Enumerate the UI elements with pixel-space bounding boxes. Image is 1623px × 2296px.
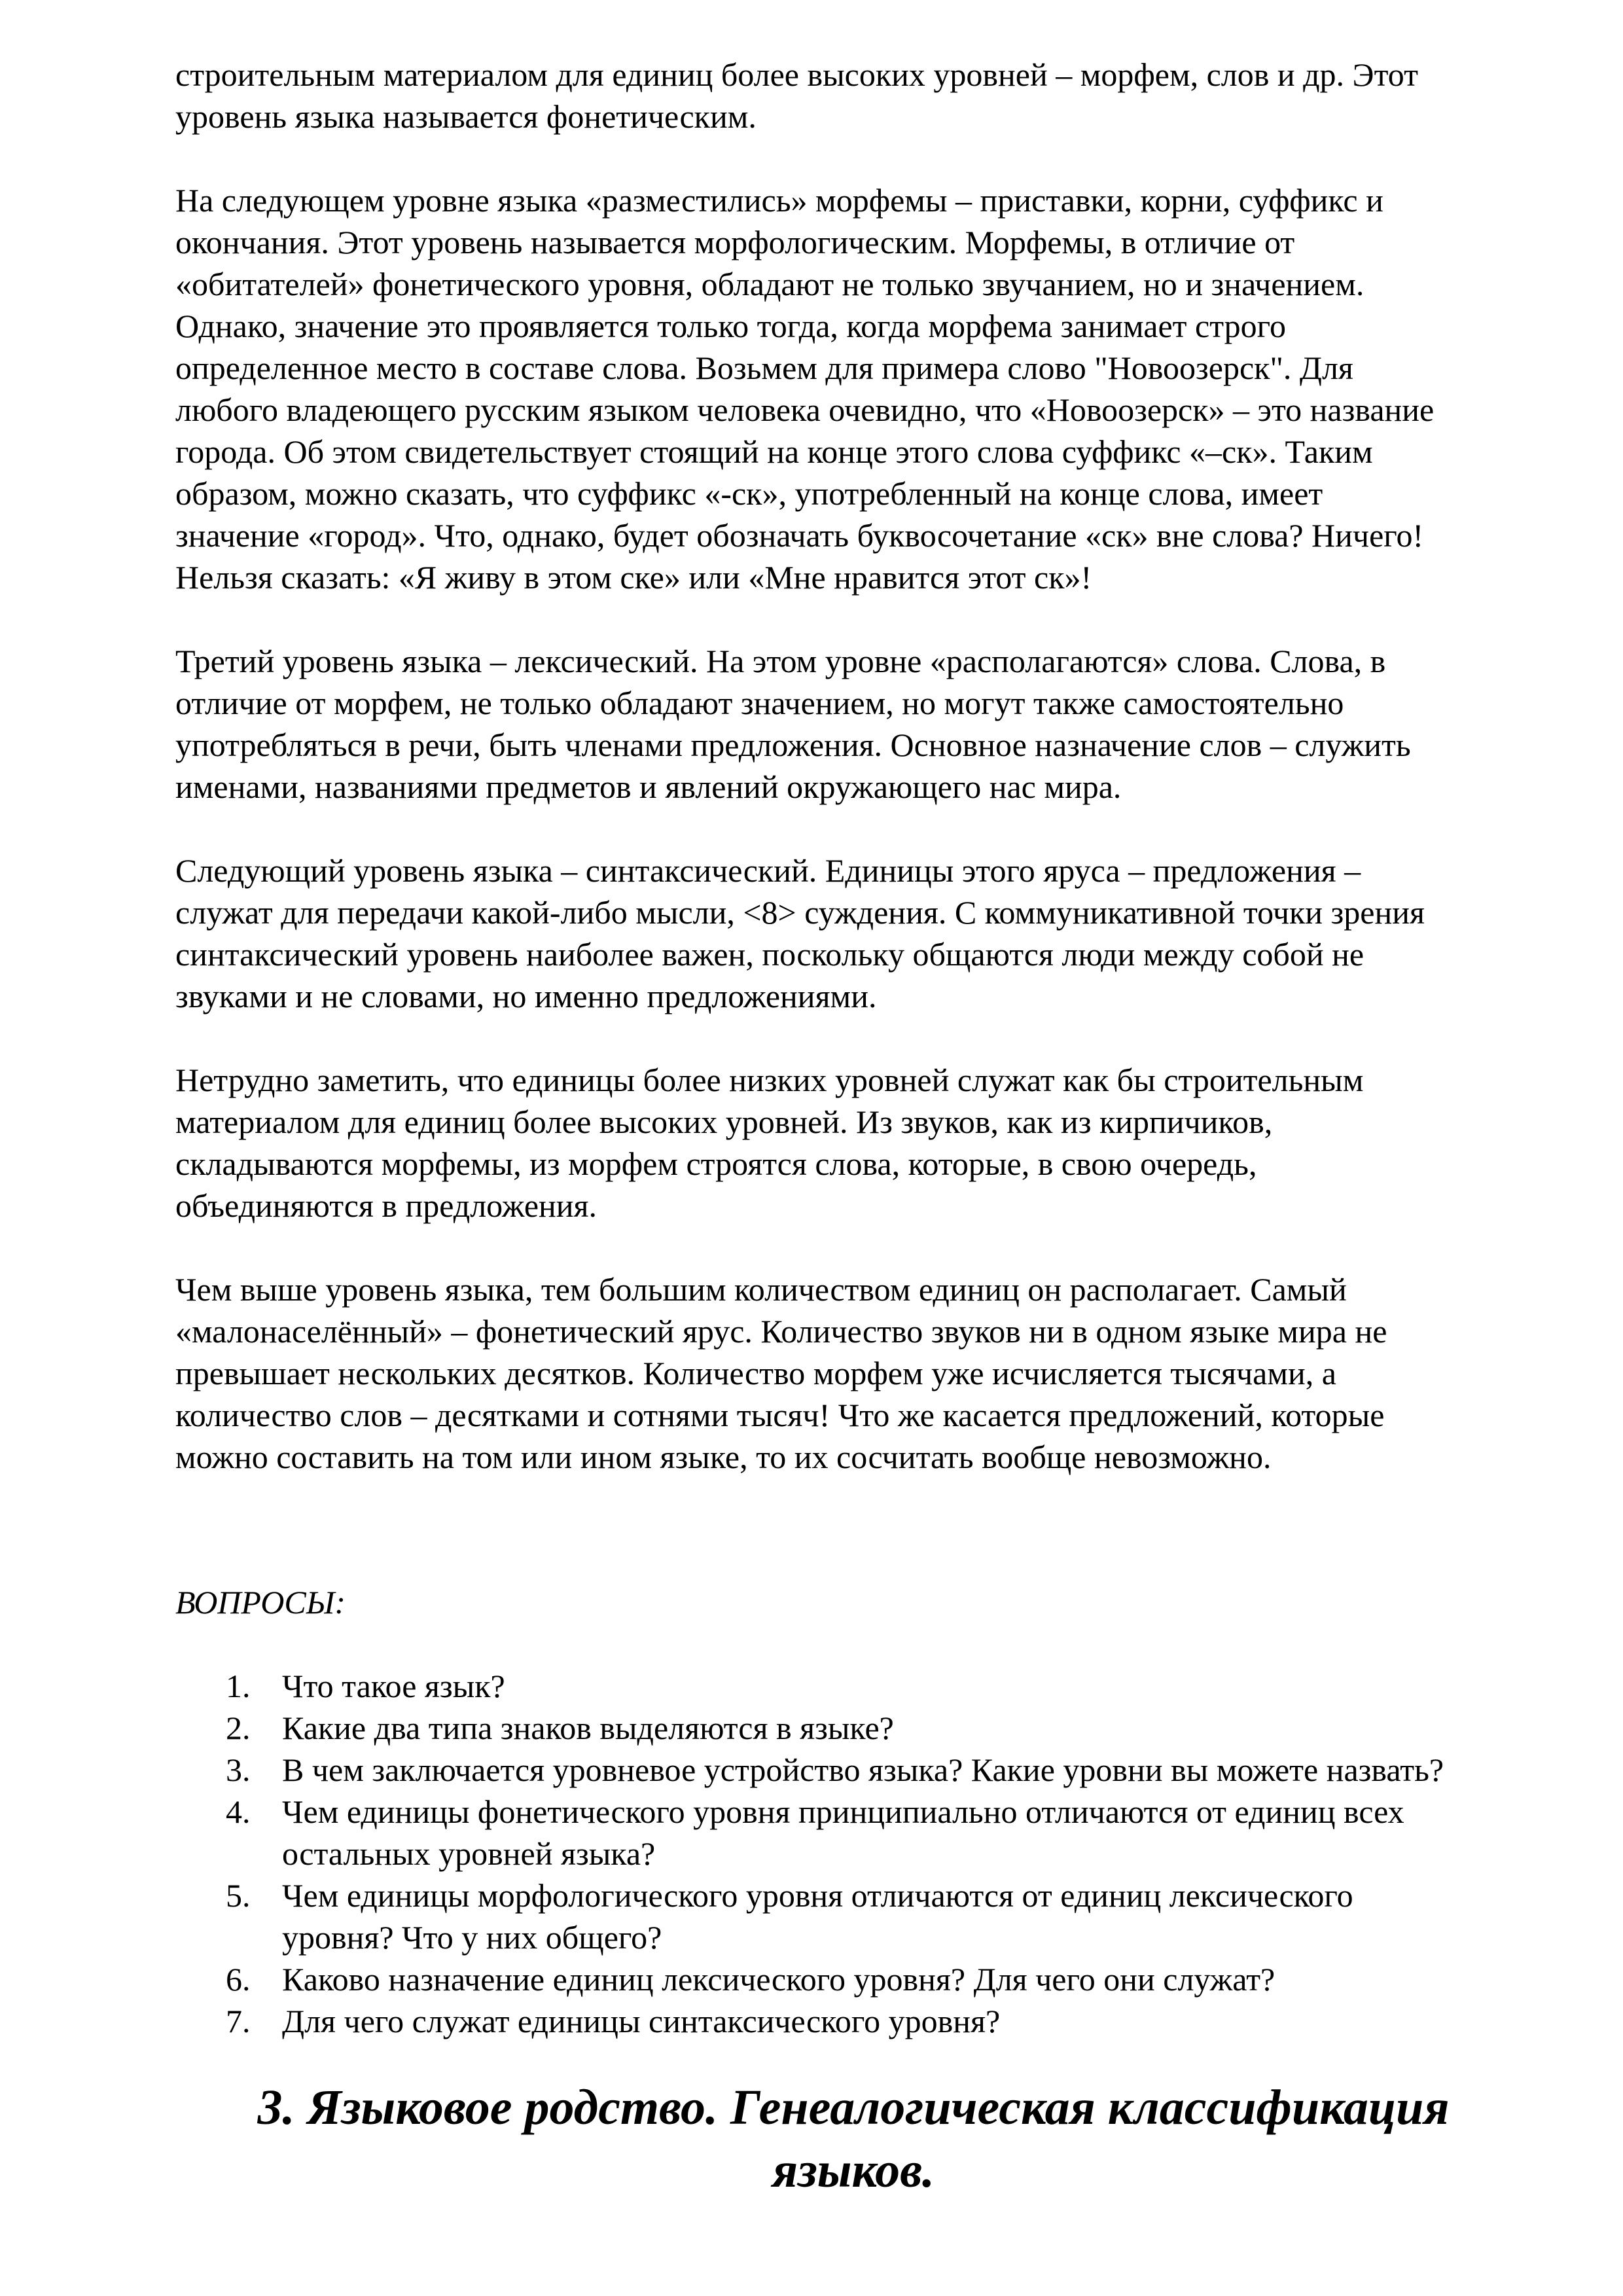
question-number: 4. (226, 1793, 251, 1830)
text-line: Нельзя сказать: «Я живу в этом ске» или «Мне нравится этот ск»! (175, 559, 1092, 596)
question-text: остальных уровней языка? (282, 1835, 656, 1872)
text-line: определенное место в составе слова. Возьмем для примера слово "Новоозерск". Для (175, 350, 1353, 386)
question-text: Какие два типа знаков выделяются в языке? (282, 1710, 894, 1746)
question-text: Для чего служат единицы синтаксического уровня? (282, 2003, 1001, 2039)
text-line: синтаксический уровень наиболее важен, поскольку общаются люди между собой не (175, 936, 1364, 973)
text-line: Однако, значение это проявляется только тогда, когда морфема занимает строго (175, 308, 1286, 344)
text-line: объединяются в предложения. (175, 1187, 597, 1224)
paragraph-morphological (175, 179, 1544, 598)
question-item (175, 1874, 1544, 1958)
text-line: превышает нескольких десятков. Количество морфем уже исчисляется тысячами, а (175, 1355, 1336, 1391)
questions-list (175, 1665, 1544, 2042)
question-number: 7. (226, 2003, 251, 2039)
section-title (175, 2076, 1544, 2202)
text-line: можно составить на том или ином языке, то их сосчитать вообще невозможно. (175, 1439, 1272, 1475)
text-line: именами, названиями предметов и явлений окружающего нас мира. (175, 768, 1122, 805)
text-line: На следующем уровне языка «разместились» морфемы – приставки, корни, суффикс и (175, 182, 1383, 219)
text-line: «малонаселённый» – фонетический ярус. Количество звуков ни в одном языке мира не (175, 1313, 1387, 1350)
paragraph-syntactic (175, 850, 1544, 1017)
text-line: отличие от морфем, не только обладают значением, но могут также самостоятельно (175, 685, 1344, 721)
text-line: Чем выше уровень языка, тем большим количеством единиц он располагает. Самый (175, 1271, 1347, 1308)
question-number: 6. (226, 1961, 251, 1998)
question-number: 2. (226, 1710, 251, 1746)
text-line: уровень языка называется фонетическим. (175, 98, 757, 135)
section-title-line: языков. (772, 2143, 935, 2198)
question-number: 5. (226, 1877, 251, 1914)
section-title-line: 3. Языковое родство. Генеалогическая классификация (257, 2080, 1450, 2135)
paragraph-phonetic-continuation (175, 54, 1544, 137)
text-line: Следующий уровень языка – синтаксический. Единицы этого яруса – предложения – (175, 852, 1361, 889)
text-line: звуками и не словами, но именно предложениями. (175, 978, 877, 1014)
question-item (175, 1665, 1544, 1707)
text-line: окончания. Этот уровень называется морфологическим. Морфемы, в отличие от (175, 224, 1295, 260)
questions-heading: ВОПРОСЫ: (175, 1584, 346, 1621)
question-item (175, 1707, 1544, 1749)
text-line: Нетрудно заметить, что единицы более низких уровней служат как бы строительным (175, 1062, 1364, 1098)
paragraph-lexical (175, 640, 1544, 808)
text-line: образом, можно сказать, что суффикс «-ск», употребленный на конце слова, имеет (175, 475, 1323, 512)
question-text: Что такое язык? (282, 1668, 505, 1704)
text-line: «обитателей» фонетического уровня, обладают не только звучанием, но и значением. (175, 266, 1364, 302)
text-line: служат для передачи какой-либо мысли, <8> суждения. С коммуникативной точки зрения (175, 894, 1425, 931)
question-item (175, 2000, 1544, 2042)
question-text: уровня? Что у них общего? (282, 1919, 662, 1956)
question-text: Каково назначение единиц лексического уровня? Для чего они служат? (282, 1961, 1275, 1998)
question-number: 3. (226, 1751, 251, 1788)
text-line: Третий уровень языка – лексический. На этом уровне «располагаются» слова. Слова, в (175, 643, 1386, 679)
text-line: материалом для единиц более высоких уровней. Из звуков, как из кирпичиков, (175, 1103, 1273, 1140)
question-text: В чем заключается уровневое устройство языка? Какие уровни вы можете назвать? (282, 1751, 1444, 1788)
text-line: количество слов – десятками и сотнями тысяч! Что же касается предложений, которые (175, 1397, 1385, 1433)
question-item (175, 1791, 1544, 1874)
text-line: употребляться в речи, быть членами предложения. Основное назначение слов – служить (175, 726, 1411, 763)
paragraph-building-material (175, 1059, 1544, 1227)
text-line: города. Об этом свидетельствует стоящий на конце этого слова суффикс «–ск». Таким (175, 433, 1373, 470)
text-line: значение «город». Что, однако, будет обозначать буквосочетание «ск» вне слова? Ничего! (175, 517, 1424, 554)
text-line: любого владеющего русским языком человека очевидно, что «Новоозерск» – это название (175, 391, 1435, 428)
question-text: Чем единицы морфологического уровня отличаются от единиц лексического (282, 1877, 1353, 1914)
text-line: строительным материалом для единиц более высоких уровней – морфем, слов и др. Этот (175, 56, 1418, 93)
paragraph-unit-counts (175, 1268, 1544, 1478)
question-number: 1. (226, 1668, 251, 1704)
question-text: Чем единицы фонетического уровня принципиально отличаются от единиц всех (282, 1793, 1404, 1830)
question-item (175, 1958, 1544, 2000)
text-line: складываются морфемы, из морфем строятся слова, которые, в свою очередь, (175, 1145, 1257, 1182)
question-item (175, 1749, 1544, 1791)
